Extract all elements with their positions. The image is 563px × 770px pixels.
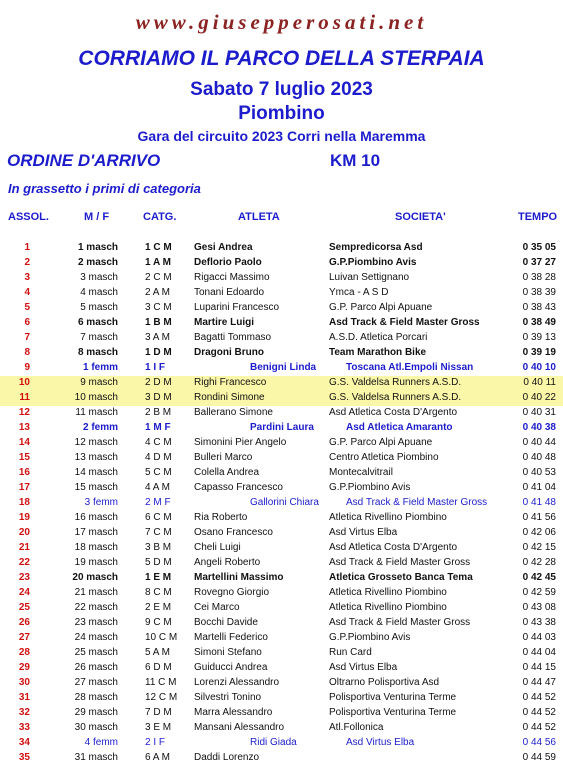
cell-team: Asd Track & Field Master Gross	[346, 497, 488, 508]
cell-team: Run Card	[329, 647, 372, 658]
cell-athlete: Angeli Roberto	[194, 557, 261, 568]
cell-team: Polisportiva Venturina Terme	[329, 692, 457, 703]
cell-position: 8	[24, 347, 30, 358]
arrival-order-heading: ORDINE D'ARRIVO	[7, 151, 161, 170]
cell-time: 0 43 08	[522, 602, 556, 613]
cell-category: 3 D M	[145, 392, 172, 403]
cell-gender-rank: 21 masch	[74, 587, 118, 598]
cell-category: 5 C M	[145, 467, 172, 478]
cell-gender-rank: 18 masch	[74, 542, 118, 553]
cell-athlete: Righi Francesco	[194, 377, 267, 388]
cell-position: 27	[18, 632, 30, 643]
cell-category: 3 E M	[145, 722, 172, 733]
header-athlete: ATLETA	[238, 211, 280, 223]
cell-team: Asd Track & Field Master Gross	[329, 557, 471, 568]
cell-time: 0 40 53	[522, 467, 556, 478]
cell-position: 1	[24, 242, 30, 253]
table-row	[0, 286, 563, 301]
cell-team: Atletica Grosseto Banca Tema	[329, 572, 473, 583]
cell-team: Atletica Rivellino Piombino	[329, 512, 447, 523]
cell-athlete: Simonini Pier Angelo	[194, 437, 287, 448]
cell-athlete: Martellini Massimo	[194, 572, 284, 583]
cell-category: 5 D M	[145, 557, 172, 568]
cell-position: 9	[24, 362, 30, 373]
cell-athlete: Lorenzi Alessandro	[194, 677, 280, 688]
cell-gender-rank: 1 masch	[77, 242, 118, 253]
cell-time: 0 42 59	[522, 587, 556, 598]
cell-time: 0 44 47	[522, 677, 556, 688]
cell-gender-rank: 8 masch	[77, 347, 118, 358]
cell-team: G.P.Piombino Avis	[329, 257, 417, 268]
cell-time: 0 40 48	[522, 452, 556, 463]
header-time: TEMPO	[518, 211, 558, 223]
table-row	[0, 631, 563, 646]
cell-athlete: Cei Marco	[194, 602, 240, 613]
cell-category: 9 C M	[145, 617, 172, 628]
table-row	[0, 706, 563, 721]
cell-position: 25	[18, 602, 30, 613]
cell-gender-rank: 15 masch	[74, 482, 118, 493]
cell-position: 17	[18, 482, 30, 493]
cell-team: Asd Virtus Elba	[346, 737, 415, 748]
table-row	[0, 496, 563, 511]
cell-category: 1 B M	[145, 317, 172, 328]
cell-gender-rank: 7 masch	[80, 332, 118, 343]
cell-gender-rank: 6 masch	[77, 317, 118, 328]
cell-position: 24	[18, 587, 30, 598]
header-pos: ASSOL.	[8, 211, 49, 223]
cell-category: 3 C M	[145, 302, 172, 313]
cell-team: G.P. Parco Alpi Apuane	[329, 437, 433, 448]
cell-category: 1 A M	[145, 257, 171, 268]
cell-position: 23	[18, 572, 30, 583]
cell-position: 11	[19, 392, 30, 403]
cell-team: Asd Virtus Elba	[329, 527, 398, 538]
cell-athlete: Bagatti Tommaso	[194, 332, 272, 343]
cell-time: 0 44 52	[522, 722, 556, 733]
table-row	[0, 736, 563, 751]
cell-athlete: Silvestri Tonino	[194, 692, 262, 703]
cell-time: 0 42 06	[522, 527, 556, 538]
cell-position: 2	[24, 257, 30, 268]
table-row	[0, 301, 563, 316]
cell-position: 10	[18, 377, 30, 388]
cell-gender-rank: 28 masch	[74, 692, 118, 703]
header-cat: CATG.	[143, 211, 177, 223]
cell-team: Sempredicorsa Asd	[329, 242, 423, 253]
cell-gender-rank: 9 masch	[80, 377, 118, 388]
cell-category: 2 M F	[145, 497, 171, 508]
cell-position: 22	[18, 557, 30, 568]
cell-athlete: Dragoni Bruno	[194, 347, 264, 358]
cell-gender-rank: 2 femm	[82, 422, 118, 433]
cell-team: Ymca - A S D	[329, 287, 389, 298]
cell-position: 3	[24, 272, 30, 283]
cell-gender-rank: 5 masch	[80, 302, 118, 313]
cell-athlete: Daddi Lorenzo	[194, 752, 260, 763]
cell-team: A.S.D. Atletica Porcari	[329, 332, 428, 343]
cell-athlete: Deflorio Paolo	[194, 257, 262, 268]
cell-time: 0 40 11	[523, 377, 556, 388]
cell-category: 7 C M	[145, 527, 172, 538]
table-row	[0, 376, 563, 391]
cell-athlete: Marra Alessandro	[194, 707, 273, 718]
cell-category: 10 C M	[145, 632, 178, 643]
cell-time: 0 38 39	[522, 287, 556, 298]
table-row	[0, 556, 563, 571]
cell-team: Atletica Rivellino Piombino	[329, 602, 447, 613]
cell-position: 35	[18, 752, 30, 763]
cell-position: 21	[18, 542, 30, 553]
table-row	[0, 721, 563, 736]
cell-category: 4 C M	[145, 437, 172, 448]
results-table	[0, 241, 563, 766]
table-row	[0, 586, 563, 601]
cell-category: 2 A M	[145, 287, 171, 298]
table-row	[0, 436, 563, 451]
cell-gender-rank: 27 masch	[74, 677, 118, 688]
table-row	[0, 451, 563, 466]
cell-time: 0 37 27	[522, 257, 556, 268]
cell-time: 0 44 52	[522, 707, 556, 718]
cell-athlete: Martire Luigi	[194, 317, 255, 328]
cell-athlete: Gesi Andrea	[194, 242, 253, 253]
cell-time: 0 38 28	[522, 272, 556, 283]
cell-athlete: Simoni Stefano	[194, 647, 262, 658]
cell-team: Asd Virtus Elba	[329, 662, 398, 673]
results-header	[0, 211, 563, 227]
cell-team: Luivan Settignano	[329, 272, 410, 283]
cell-time: 0 42 45	[522, 572, 556, 583]
table-row	[0, 676, 563, 691]
cell-gender-rank: 22 masch	[74, 602, 118, 613]
cell-time: 0 44 04	[522, 647, 556, 658]
cell-athlete: Luparini Francesco	[194, 302, 280, 313]
cell-athlete: Guiducci Andrea	[194, 662, 268, 673]
cell-athlete: Osano Francesco	[194, 527, 273, 538]
site-url[interactable]: www.giusepperosati.net	[135, 10, 428, 34]
cell-time: 0 40 22	[522, 392, 556, 403]
table-row	[0, 541, 563, 556]
header-team: SOCIETA'	[395, 211, 446, 223]
cell-time: 0 42 28	[522, 557, 556, 568]
cell-category: 3 A M	[145, 332, 171, 343]
cell-time: 0 41 04	[522, 482, 556, 493]
cell-position: 12	[18, 407, 30, 418]
table-row	[0, 526, 563, 541]
cell-time: 0 38 43	[522, 302, 556, 313]
cell-category: 1 D M	[145, 347, 172, 358]
cell-team: Asd Atletica Amaranto	[346, 422, 453, 433]
cell-gender-rank: 25 masch	[74, 647, 118, 658]
table-row	[0, 256, 563, 271]
cell-position: 29	[18, 662, 30, 673]
cell-time: 0 38 49	[522, 317, 556, 328]
cell-gender-rank: 20 masch	[72, 572, 118, 583]
table-row	[0, 466, 563, 481]
cell-position: 4	[24, 287, 30, 298]
cell-category: 2 B M	[145, 407, 172, 418]
cell-time: 0 40 10	[522, 362, 556, 373]
cell-gender-rank: 4 masch	[80, 287, 118, 298]
distance-label: KM 10	[330, 151, 381, 170]
table-row	[0, 571, 563, 586]
table-row	[0, 361, 563, 376]
cell-time: 0 44 03	[522, 632, 556, 643]
cell-gender-rank: 16 masch	[74, 512, 118, 523]
cell-athlete: Benigni Linda	[250, 362, 317, 373]
cell-category: 4 D M	[145, 452, 172, 463]
cell-category: 1 E M	[145, 572, 172, 583]
table-row	[0, 421, 563, 436]
race-date: Sabato 7 luglio 2023	[190, 79, 373, 100]
cell-position: 14	[18, 437, 30, 448]
cell-team: G.P. Parco Alpi Apuane	[329, 302, 433, 313]
cell-category: 8 C M	[145, 587, 172, 598]
cell-team: Asd Atletica Costa D'Argento	[329, 542, 458, 553]
cell-team: G.P.Piombino Avis	[329, 632, 411, 643]
cell-category: 5 A M	[145, 647, 171, 658]
cell-position: 16	[18, 467, 30, 478]
race-city: Piombino	[238, 103, 325, 124]
cell-position: 32	[18, 707, 30, 718]
cell-gender-rank: 30 masch	[74, 722, 118, 733]
cell-gender-rank: 13 masch	[74, 452, 118, 463]
cell-team: Atl.Follonica	[329, 722, 384, 733]
cell-time: 0 43 38	[522, 617, 556, 628]
cell-gender-rank: 19 masch	[74, 557, 118, 568]
table-row	[0, 391, 563, 406]
cell-team: Asd Track & Field Master Gross	[329, 317, 480, 328]
cell-time: 0 44 56	[522, 737, 556, 748]
cell-gender-rank: 4 femm	[84, 737, 118, 748]
cell-team: Asd Atletica Costa D'Argento	[329, 407, 458, 418]
cell-category: 2 D M	[145, 377, 172, 388]
cell-gender-rank: 24 masch	[74, 632, 118, 643]
table-row	[0, 406, 563, 421]
circuit-subtitle: Gara del circuito 2023 Corri nella Maremma	[137, 128, 426, 144]
cell-athlete: Bocchi Davide	[194, 617, 258, 628]
cell-time: 0 35 05	[522, 242, 556, 253]
table-row	[0, 661, 563, 676]
cell-team: Polisportiva Venturina Terme	[329, 707, 457, 718]
cell-team: G.S. Valdelsa Runners A.S.D.	[329, 377, 462, 388]
table-row	[0, 751, 563, 766]
cell-time: 0 40 38	[522, 422, 556, 433]
table-row	[0, 691, 563, 706]
cell-position: 18	[18, 497, 30, 508]
cell-gender-rank: 29 masch	[74, 707, 118, 718]
cell-time: 0 44 59	[522, 752, 556, 763]
table-row	[0, 241, 563, 256]
cell-team: Centro Atletica Piombino	[329, 452, 439, 463]
cell-team: Toscana Atl.Empoli Nissan	[346, 362, 474, 373]
cell-athlete: Rigacci Massimo	[194, 272, 270, 283]
cell-athlete: Ridi Giada	[250, 737, 297, 748]
cell-position: 15	[18, 452, 30, 463]
cell-athlete: Rovegno Giorgio	[194, 587, 270, 598]
cell-time: 0 40 31	[522, 407, 556, 418]
cell-category: 1 I F	[145, 362, 166, 373]
race-title: CORRIAMO IL PARCO DELLA STERPAIA	[78, 47, 485, 70]
cell-gender-rank: 14 masch	[74, 467, 118, 478]
cell-gender-rank: 31 masch	[74, 752, 118, 763]
cell-category: 2 I F	[145, 737, 166, 748]
cell-position: 20	[18, 527, 30, 538]
cell-team: Oltrarno Polisportiva Asd	[329, 677, 440, 688]
cell-position: 28	[18, 647, 30, 658]
cell-time: 0 41 56	[522, 512, 556, 523]
table-row	[0, 616, 563, 631]
cell-time: 0 44 15	[522, 662, 556, 673]
cell-athlete: Pardini Laura	[250, 422, 314, 433]
cell-athlete: Gallorini Chiara	[250, 497, 319, 508]
cell-athlete: Bulleri Marco	[194, 452, 253, 463]
cell-athlete: Rondini Simone	[194, 392, 265, 403]
cell-athlete: Ria Roberto	[194, 512, 248, 523]
cell-athlete: Capasso Francesco	[194, 482, 283, 493]
cell-time: 0 39 13	[522, 332, 556, 343]
cell-position: 26	[18, 617, 30, 628]
table-row	[0, 601, 563, 616]
bold-note: In grassetto i primi di categoria	[8, 181, 201, 196]
cell-gender-rank: 3 femm	[84, 497, 118, 508]
cell-time: 0 44 52	[522, 692, 556, 703]
cell-position: 5	[24, 302, 30, 313]
cell-team: Atletica Rivellino Piombino	[329, 587, 447, 598]
cell-category: 7 D M	[145, 707, 172, 718]
cell-gender-rank: 1 femm	[82, 362, 118, 373]
cell-time: 0 40 44	[522, 437, 556, 448]
cell-team: Asd Track & Field Master Gross	[329, 617, 471, 628]
cell-position: 34	[18, 737, 30, 748]
cell-athlete: Cheli Luigi	[194, 542, 241, 553]
table-row	[0, 511, 563, 526]
cell-category: 1 M F	[145, 422, 171, 433]
cell-category: 6 D M	[145, 662, 172, 673]
cell-category: 2 E M	[145, 602, 172, 613]
cell-gender-rank: 2 masch	[77, 257, 118, 268]
cell-position: 31	[18, 692, 30, 703]
cell-time: 0 42 15	[522, 542, 556, 553]
header-mf: M / F	[84, 211, 110, 223]
cell-position: 33	[18, 722, 30, 733]
cell-position: 6	[24, 317, 30, 328]
cell-position: 13	[18, 422, 30, 433]
cell-athlete: Colella Andrea	[194, 467, 260, 478]
table-row	[0, 271, 563, 286]
cell-category: 6 A M	[145, 752, 171, 763]
cell-position: 30	[18, 677, 30, 688]
cell-gender-rank: 3 masch	[80, 272, 118, 283]
cell-gender-rank: 12 masch	[74, 437, 118, 448]
cell-category: 2 C M	[145, 272, 172, 283]
cell-time: 0 41 48	[522, 497, 556, 508]
cell-category: 3 B M	[145, 542, 172, 553]
cell-gender-rank: 23 masch	[74, 617, 118, 628]
cell-gender-rank: 10 masch	[74, 392, 118, 403]
table-row	[0, 346, 563, 361]
cell-team: G.P.Piombino Avis	[329, 482, 411, 493]
cell-athlete: Martelli Federico	[194, 632, 268, 643]
cell-category: 11 C M	[145, 677, 177, 688]
table-row	[0, 481, 563, 496]
cell-gender-rank: 17 masch	[74, 527, 118, 538]
cell-category: 1 C M	[145, 242, 172, 253]
cell-gender-rank: 26 masch	[74, 662, 118, 673]
table-row	[0, 646, 563, 661]
cell-category: 6 C M	[145, 512, 172, 523]
cell-team: Team Marathon Bike	[329, 347, 427, 358]
cell-time: 0 39 19	[522, 347, 556, 358]
cell-athlete: Mansani Alessandro	[194, 722, 285, 733]
cell-athlete: Tonani Edoardo	[194, 287, 265, 298]
cell-gender-rank: 11 masch	[75, 407, 118, 418]
table-row	[0, 316, 563, 331]
cell-team: Montecalvitrail	[329, 467, 393, 478]
table-row	[0, 331, 563, 346]
cell-athlete: Ballerano Simone	[194, 407, 273, 418]
cell-position: 7	[24, 332, 30, 343]
cell-category: 12 C M	[145, 692, 178, 703]
cell-category: 4 A M	[145, 482, 171, 493]
cell-team: G.S. Valdelsa Runners A.S.D.	[329, 392, 462, 403]
cell-position: 19	[18, 512, 30, 523]
